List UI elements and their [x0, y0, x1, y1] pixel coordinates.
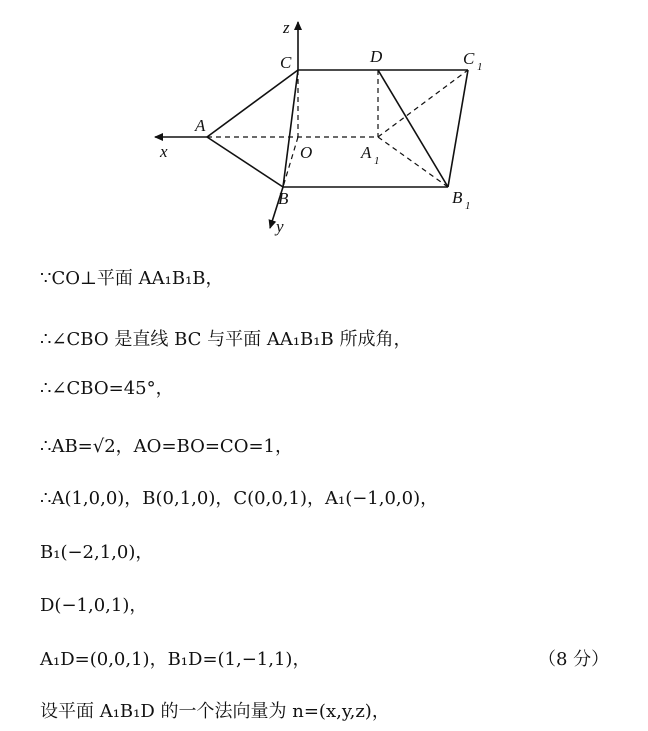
label-c1-sub: 1 [477, 61, 483, 73]
label-b1: B [452, 188, 463, 207]
edge-cb [283, 70, 298, 187]
edge-c1b1 [448, 70, 468, 187]
label-a1-sub: 1 [374, 155, 380, 167]
solution-line-3: ∴∠CBO=45°， [40, 378, 174, 399]
label-a: A [195, 116, 206, 135]
solution-line-1: ∵CO⊥平面 AA₁B₁B， [40, 268, 224, 289]
dashed-a1b1 [378, 137, 448, 187]
label-c: C [280, 53, 292, 72]
solution-line-8: A₁D=(0,0,1)，B₁D=(1,−1,1)， [40, 649, 311, 670]
dashed-ob [283, 137, 298, 187]
solution-line-6: B₁(−2,1,0)， [40, 542, 154, 563]
solution-line-4: ∴AB=√2，AO=BO=CO=1， [40, 436, 293, 457]
solution-line-5: ∴A(1,0,0)，B(0,1,0)，C(0,0,1)，A₁(−1,0,0)， [40, 488, 439, 509]
label-o: O [300, 143, 313, 162]
label-z: z [283, 18, 290, 37]
solution-line-2: ∴∠CBO 是直线 BC 与平面 AA₁B₁B 所成角， [40, 329, 412, 350]
geometry-figure [0, 0, 648, 250]
label-d: D [370, 47, 383, 66]
dashed-a1c1 [378, 70, 468, 137]
label-a1: A [361, 143, 372, 162]
label-y: y [276, 217, 284, 236]
label-x: x [160, 142, 168, 161]
label-b1-sub: 1 [465, 200, 471, 212]
score-label: （8 分） [538, 649, 610, 670]
edge-ab [207, 137, 283, 187]
label-c1: C [463, 49, 475, 68]
solution-line-7: D(−1,0,1)， [40, 595, 148, 616]
solution-line-9: 设平面 A₁B₁D 的一个法向量为 n=(x,y,z)， [40, 701, 390, 722]
edge-ac [207, 70, 298, 137]
label-b: B [278, 189, 289, 208]
